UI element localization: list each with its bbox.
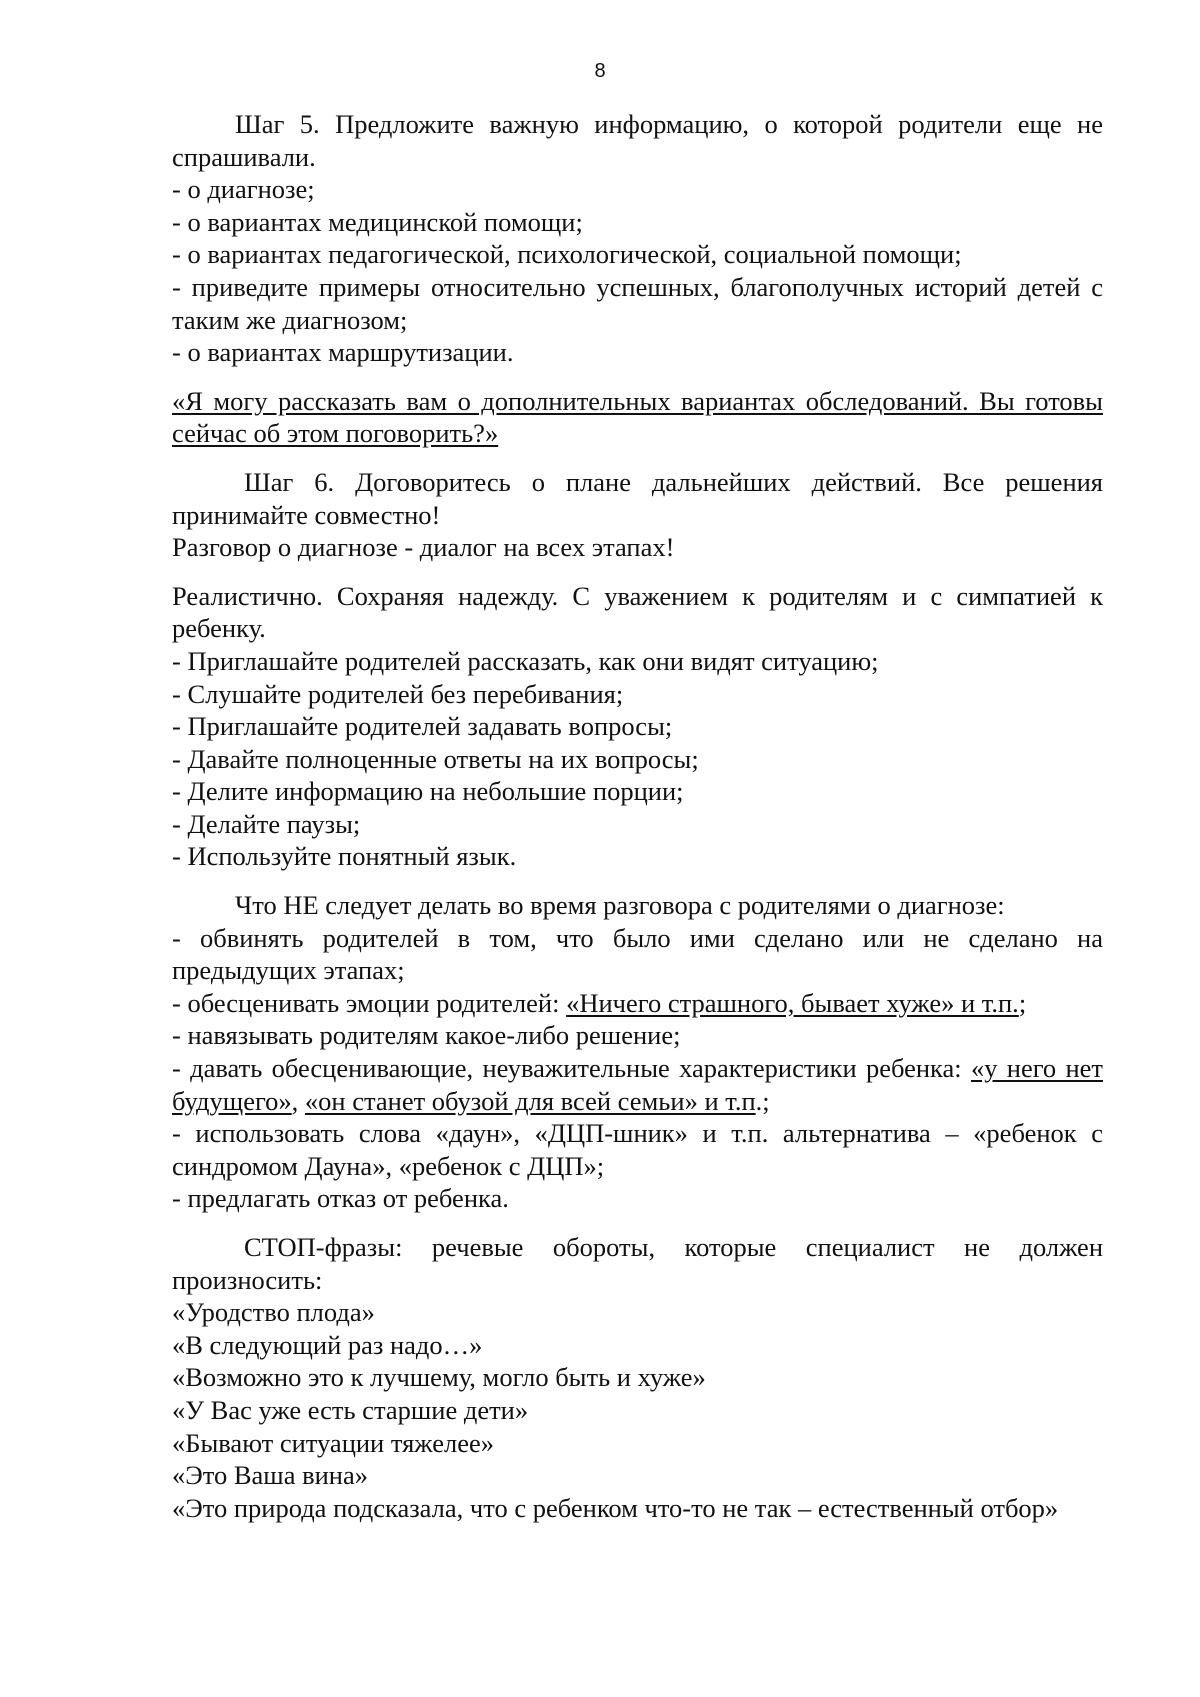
stop-phrase: «Это Ваша вина» (172, 1460, 368, 1491)
realistic-item: - Делите информацию на небольшие порции; (172, 776, 684, 807)
donts-item-text: - обесценивать эмоции родителей: (172, 987, 567, 1018)
stop-phrases-heading: СТОП-фразы: речевые обороты, которые специалист не должен произносить: (172, 1232, 1103, 1295)
realistic-section (172, 580, 1103, 873)
donts-item: - предлагать отказ от ребенка. (172, 1183, 509, 1214)
donts-example-phrase: «он станет обузой для всей семьи» и т.п (304, 1085, 756, 1116)
donts-heading: Что НЕ следует делать во время разговора с родителями о диагнозе: (235, 890, 1005, 921)
donts-item-text: , (291, 1085, 305, 1116)
page-number: 8 (594, 60, 606, 82)
stop-phrase: «Уродство плода» (172, 1297, 375, 1328)
donts-section (172, 889, 1103, 1215)
step5-item: - о вариантах педагогической, психологической, социальной помощи; (172, 239, 962, 270)
stop-phrase: «В следующий раз надо…» (172, 1329, 483, 1360)
donts-item-text: ; (1018, 987, 1027, 1018)
donts-item: - навязывать родителям какое-либо решение; (172, 1020, 681, 1051)
realistic-item: - Приглашайте родителей рассказать, как они видят ситуацию; (172, 645, 879, 676)
donts-example-phrase: «Ничего страшного, бывает хуже» и т.п. (566, 987, 1019, 1018)
step5-item: - приведите примеры относительно успешных, благополучных историй детей с таким же диагнозом; (172, 271, 1103, 335)
stop-phrase: «Бывают ситуации тяжелее» (172, 1427, 494, 1458)
step5-heading: Шаг 5. Предложите важную информацию, о которой родители еще не спрашивали. (172, 109, 1103, 172)
step5-item: - о вариантах маршрутизации. (172, 337, 514, 368)
realistic-item: - Приглашайте родителей задавать вопросы; (172, 711, 673, 742)
realistic-item: - Давайте полноценные ответы на их вопросы; (172, 743, 699, 774)
step5-item: - о вариантах медицинской помощи; (172, 206, 583, 237)
stop-phrase: «Возможно это к лучшему, могло быть и хуже» (172, 1362, 706, 1393)
realistic-intro: Реалистично. Сохраняя надежду. С уважением к родителям и с симпатией к ребенку. (172, 580, 1103, 644)
step5-section (172, 108, 1103, 450)
realistic-item: - Слушайте родителей без перебивания; (172, 678, 624, 709)
step6-heading: Шаг 6. Договоритесь о плане дальнейших действий. Все решения принимайте совместно! (172, 466, 1103, 530)
donts-item: - обвинять родителей в том, что было ими сделано или не сделано на предыдущих этапах; (172, 922, 1103, 986)
step5-quote: «Я могу рассказать вам о дополнительных вариантах обследований. Вы готовы сейчас об этом поговорить?» (172, 385, 1103, 449)
step6-section (172, 466, 1103, 564)
realistic-item: - Используйте понятный язык. (172, 841, 517, 872)
step6-line: Разговор о диагнозе - диалог на всех этапах! (172, 532, 675, 563)
stop-phrase: «Это природа подсказала, что с ребенком что-то не так – естественный отбор» (172, 1492, 1059, 1523)
donts-item: - использовать слова «даун», «ДЦП-шник» и т.п. альтернатива – «ребенок с синдромом Дауна», «ребенок с ДЦП»; (172, 1118, 1103, 1181)
stop-phrase: «У Вас уже есть старшие дети» (172, 1394, 529, 1425)
realistic-item: - Делайте паузы; (172, 808, 361, 839)
donts-item (172, 987, 1103, 1020)
document-body (172, 108, 1103, 1524)
donts-item-text: - давать обесценивающие, неуважительные характеристики ребенка: (172, 1053, 971, 1084)
donts-example-phrase: «у него нет будущего» (172, 1053, 1104, 1116)
step5-item: - о диагнозе; (172, 174, 315, 205)
donts-item-text: .; (755, 1085, 770, 1116)
stop-phrases-section (172, 1231, 1103, 1524)
donts-item (172, 1052, 1103, 1117)
